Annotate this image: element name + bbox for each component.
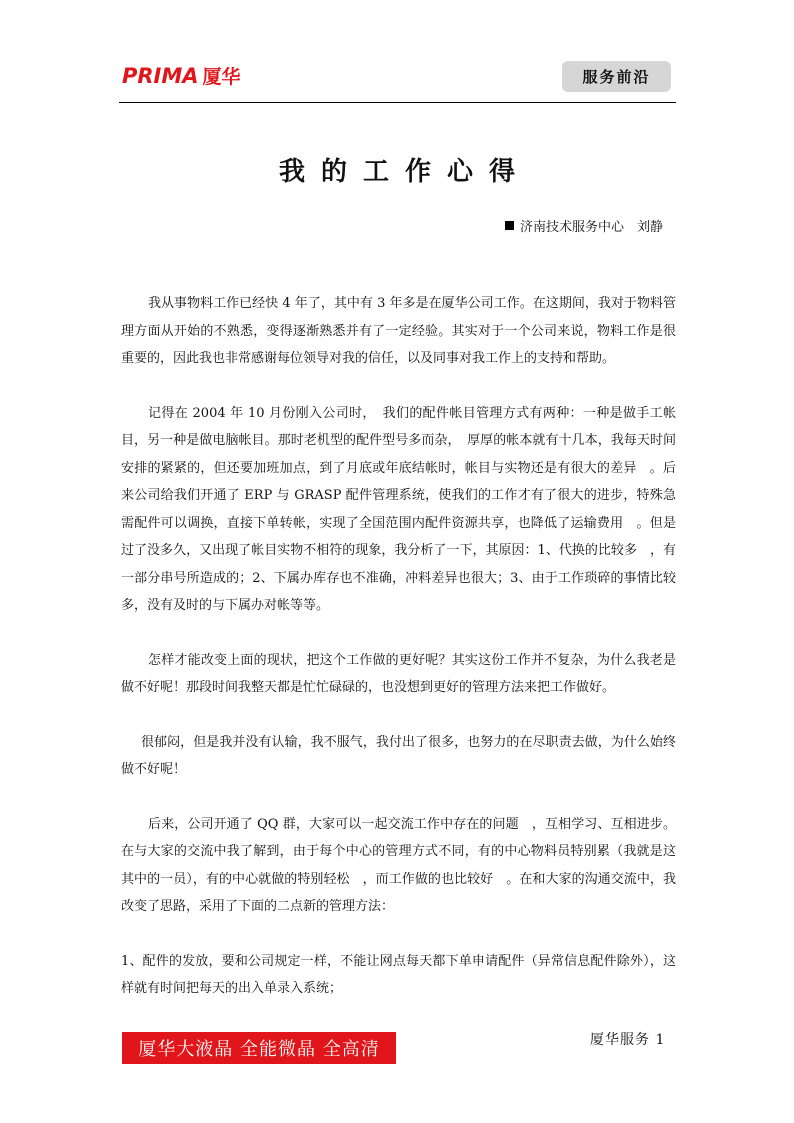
- paragraph: 很郁闷，但是我并没有认输，我不服气，我付出了很多，也努力的在尽职责去做，为什么始终做不好呢！: [121, 734, 676, 777]
- header-divider: [119, 102, 676, 103]
- paragraph: 1、配件的发放，要和公司规定一样，不能让网点每天都下单申请配件（异常信息配件除外），这样就有时间把每天的出入单录入系统；: [121, 953, 676, 996]
- page-title: 我的工作心得: [278, 157, 531, 188]
- logo-text-en: PRIMA: [122, 63, 199, 88]
- square-bullet-icon: [505, 221, 514, 230]
- paragraph: 怎样才能改变上面的现状，把这个工作做的更好呢？其实这份工作并不复杂，为什么我老是做不好呢！那段时间我整天都是忙忙碌碌的，也没想到更好的管理方法来把工作做好。: [121, 652, 676, 695]
- section-tag: 服务前沿: [562, 61, 671, 92]
- paragraph: 后来，公司开通了 QQ 群，大家可以一起交流工作中存在的问题 ，互相学习、互相进步。在与大家的交流中我了解到，由于每个中心的管理方式不同，有的中心物料员特别累（我就是这其中的一员），有的中心就做的特别轻松 ，而工作做的也比较好 。在和大家的沟通交流中，我改变了思路，采用了下面的二点新的管理方法：: [121, 816, 676, 914]
- logo-text-cn: 厦华: [202, 66, 241, 88]
- slogan-banner: 厦华大液晶 全能微晶 全高清: [122, 1032, 396, 1064]
- byline: [505, 216, 663, 235]
- article-body: [121, 290, 676, 1003]
- prima-logo: [122, 62, 241, 89]
- paragraph: 我从事物料工作已经快 4 年了，其中有 3 年多是在厦华公司工作。在这期间，我对于物料管理方面从开始的不熟悉，变得逐渐熟悉并有了一定经验。其实对于一个公司来说，物料工作是很重要的，因此我也非常感谢每位领导对我的信任，以及同事对我工作上的支持和帮助。: [121, 296, 676, 366]
- page-footer-label: 厦华服务 1: [590, 1032, 666, 1048]
- paragraph: 记得在 2004 年 10 月份刚入公司时， 我们的配件帐目管理方式有两种：一种是做手工帐目，另一种是做电脑帐目。那时老机型的配件型号多而杂， 厚厚的帐本就有十几本，我每天时间安排的紧紧的，但还要加班加点，到了月底或年底结帐时，帐目与实物还是有很大的差异 。后来公司给我们开通了 ERP 与 GRASP 配件管理系统，使我们的工作才有了很大的进步，特殊急需配件可以调换，直接下单转帐，实现了全国范围内配件资源共享，也降低了运输费用 。但是过了没多久，又出现了帐目实物不相符的现象，我分析了一下，其原因：1、代换的比较多 ，有一部分串号所造成的；2、下属办库存也不准确，冲料差异也很大；3、由于工作琐碎的事情比较多，没有及时的与下属办对帐等等。: [121, 405, 676, 613]
- byline-text: 济南技术服务中心 刘静: [519, 220, 663, 235]
